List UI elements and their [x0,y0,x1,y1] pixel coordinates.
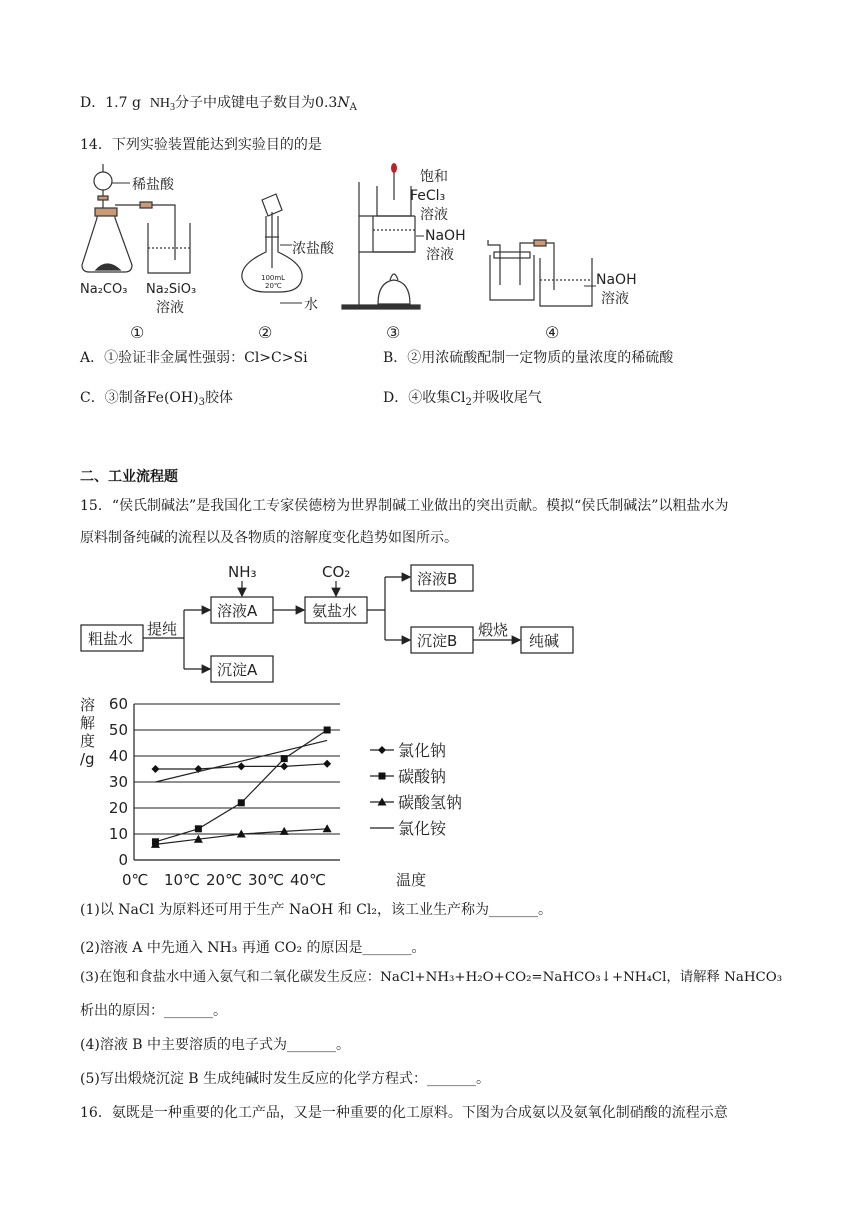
x-tick-label: 30℃ [248,871,284,889]
data-point [378,746,386,754]
q14-option-a: A．①验证非金属性强弱：Cl>C>Si [80,350,308,366]
q15-sub-2: (2)溶液 A 中先通入 NH₃ 再通 CO₂ 的原因是_______。 [80,940,426,956]
nh3-formula: $NH_3$ [149,96,176,113]
label-n2: ② [258,323,273,340]
data-point [323,824,332,832]
legend-label: 碳酸氢钠 [398,793,463,812]
chart-ylabel-1: 溶 [80,696,96,714]
label-flask-temp: 20℃ [265,282,282,290]
flow-raw: 粗盐水 [88,630,134,648]
q13-option-d: D．1.7 g $NH_3$分子中成键电子数目为$0.3N_A$ [80,95,357,113]
label-saturated: 饱和 [420,169,448,185]
legend-label: 碳酸钠 [398,767,447,786]
flow-preca: 沉淀A [217,661,258,679]
label-conc-hcl: 浓盐酸 [292,241,334,257]
label-fecl3: FeCl₃ [410,188,446,204]
x-tick-label: 0℃ [122,871,149,889]
q14-option-c: C．③制备$Fe(OH)_3$胶体 [80,390,233,408]
q15-sub-5: (5)写出煅烧沉淀 B 生成纯碱时发生反应的化学方程式：_______。 [80,1071,491,1087]
y-tick-label: 30 [108,773,128,791]
label-water: 水 [304,297,318,313]
x-tick-label: 40℃ [290,871,326,889]
q15-stem-line2: 原料制备纯碱的流程以及各物质的溶解度变化趋势如图所示。 [80,530,458,546]
label-naoh-3: NaOH [425,228,466,244]
q15-sub-4: (4)溶液 B 中主要溶质的电子式为_______。 [80,1037,351,1053]
label-solution-3a: 溶液 [420,207,448,223]
legend-label: 氯化铵 [398,819,447,838]
y-tick-label: 10 [108,825,128,843]
y-tick-label: 60 [108,695,128,713]
label-dilute-hcl: 稀盐酸 [132,177,174,193]
label-naoh-4: NaOH [596,272,637,288]
series-line [155,740,327,782]
y-tick-label: 40 [108,747,128,765]
legend-label: 氯化钠 [398,741,447,760]
y-tick-label: 50 [108,721,128,739]
data-point [237,762,245,770]
q14-option-d: D．④收集$Cl_2$并吸收尾气 [383,390,542,408]
data-point [195,825,202,832]
label-na2co3: Na₂CO₃ [80,282,128,297]
flow-sola: 溶液A [217,602,258,620]
apparatus-3 [342,170,420,309]
data-point [280,762,288,770]
data-point [151,765,159,773]
solubility-chart [78,692,478,892]
x-tick-label: 10℃ [164,871,200,889]
dropper-bulb [391,163,397,173]
chart-ylabel-2: 解 [80,714,96,732]
label-n4: ④ [545,323,560,340]
chart-xlabel: 温度 [396,871,427,889]
y-tick-label: 0 [118,851,128,869]
label-na2sio3: Na₂SiO₃ [146,282,197,297]
flow-soda: 纯碱 [529,632,560,650]
q15-sub-3-line2: 析出的原因：_______。 [80,1003,227,1019]
q14-option-b: B．②用浓硫酸配制一定物质的量浓度的稀硫酸 [383,350,674,366]
label-n3: ③ [386,323,401,340]
data-point [323,760,331,768]
apparatus-4 [488,240,592,306]
chart-ylabel-3: 度 [80,732,96,750]
flow-ammonia-brine: 氨盐水 [312,602,358,620]
label-solution-3b: 溶液 [426,247,454,263]
flow-co2: CO₂ [322,563,351,581]
flow-nh3: NH₃ [228,563,257,581]
flow-precb: 沉淀B [417,632,458,650]
q15-sub-3-line1: (3)在饱和食盐水中通入氨气和二氧化碳发生反应：NaCl+NH₃+H₂O+CO₂=NaHCO₃↓+NH₄Cl，请解释 NaHCO₃ [80,970,783,985]
label-solution-1: 溶液 [156,300,184,316]
flow-calcine: 煅烧 [478,621,509,639]
label-flask-vol: 100mL [261,274,286,282]
y-tick-label: 20 [108,799,128,817]
x-tick-label: 20℃ [206,871,242,889]
q14-stem: 14．下列实验装置能达到实验目的的是 [80,137,322,153]
data-point [324,727,331,734]
q15-stem-line1: 15．“侯氏制碱法”是我国化工专家侯德榜为世界制碱工业做出的突出贡献。模拟“侯氏制碱法”以粗盐水为 [80,498,729,514]
flow-purify: 提纯 [147,620,178,638]
label-n1: ① [130,323,145,340]
q15-sub-1: (1)以 NaCl 为原料还可用于生产 NaOH 和 Cl₂，该工业生产称为_______。 [80,902,552,918]
data-point [379,773,386,780]
q16-stem-line1: 16．氨既是一种重要的化工产品，又是一种重要的化工原料。下图为合成氨以及氨氧化制硝酸的流程示意 [80,1105,728,1121]
q15-flow-diagram [80,558,600,688]
q14-apparatus-figure [80,160,660,340]
data-point [281,755,288,762]
flow-solb: 溶液B [417,570,458,588]
data-point [238,799,245,806]
chart-ylabel-4: /g [80,750,95,768]
label-solution-4: 溶液 [601,291,629,307]
section-2-title: 二、工业流程题 [80,469,178,485]
